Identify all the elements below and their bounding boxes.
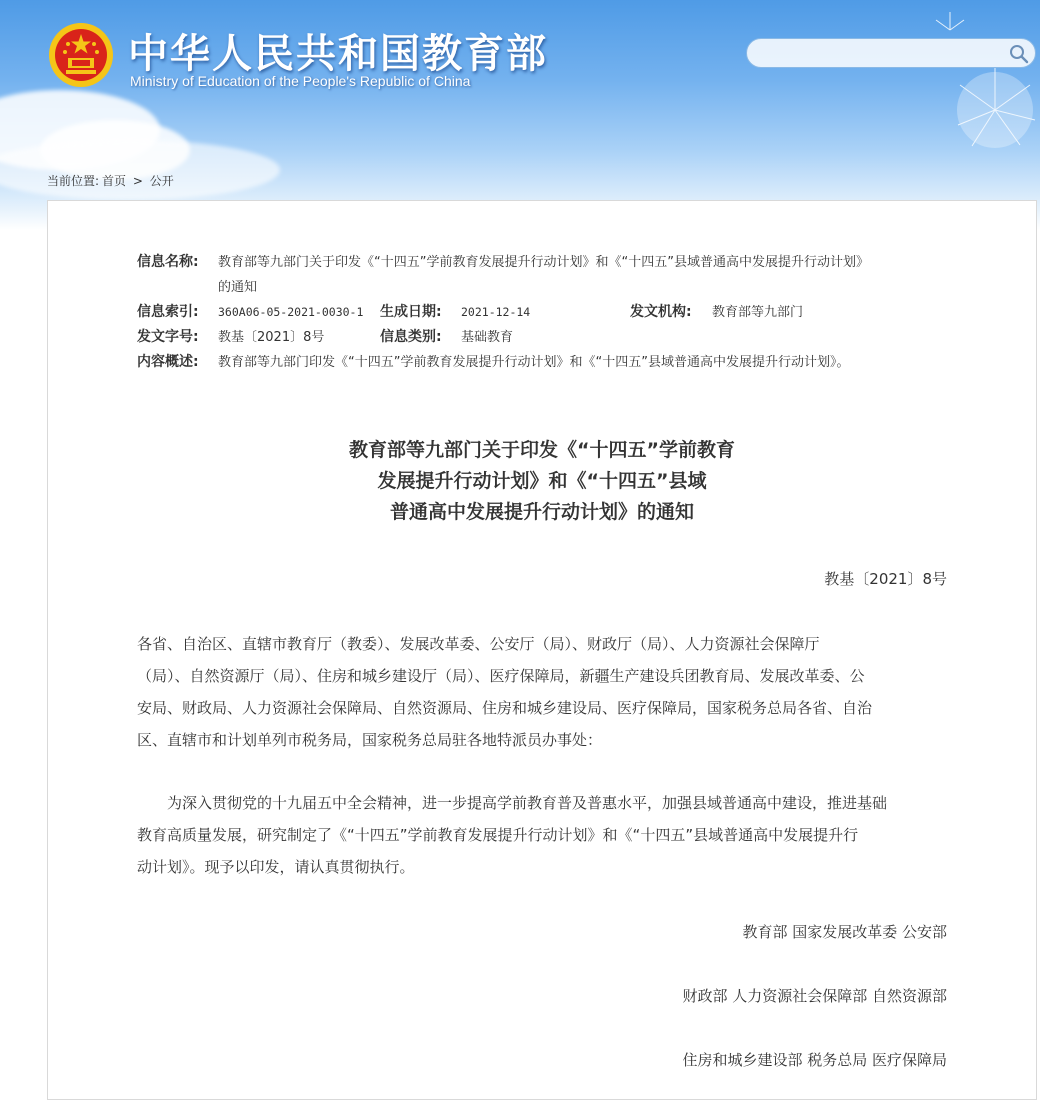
meta-index-label: 信息索引: — [137, 304, 199, 320]
breadcrumb-separator: > — [132, 174, 143, 188]
signatory-line: 教育部 国家发展改革委 公安部 — [742, 923, 947, 941]
breadcrumb-home-link[interactable]: 首页 — [102, 174, 127, 188]
breadcrumb — [47, 172, 177, 189]
meta-org-label: 发文机构: — [630, 304, 692, 320]
meta-date-label: 生成日期: — [380, 304, 442, 320]
meta-name-value: 教育部等九部门关于印发《“十四五”学前教育发展提升行动计划》和《“十四五”县域普通高中发展提升行动计划》 的通知 — [218, 255, 869, 295]
signatory-line: 住房和城乡建设部 税务总局 医疗保障局 — [682, 1051, 947, 1069]
recipients-paragraph: 各省、自治区、直辖市教育厅（教委）、发展改革委、公安厅（局）、财政厅（局）、人力资源社会保障厅 （局）、自然资源厅（局）、住房和城乡建设厅（局）、医疗保障局，新疆生产建设兵团教育局、发展改革委、公 安局、财政局、人力资源社会保障局、自然资源局、住房和城乡建设局、医疗保障局，国家税务总局各省、自治 区、直辖市和计划单列市税务局，国家税务总局驻各地特派员办事处： — [137, 635, 873, 749]
cloud-decoration — [0, 140, 280, 200]
meta-summary-value: 教育部等九部门印发《“十四五”学前教育发展提升行动计划》和《“十四五”县域普通高中发展提升行动计划》。 — [218, 355, 850, 370]
meta-category-value: 基础教育 — [461, 330, 514, 345]
breadcrumb-prefix: 当前位置: — [47, 174, 100, 188]
document-title: 教育部等九部门关于印发《“十四五”学前教育 发展提升行动计划》和《“十四五”县域 普通高中发展提升行动计划》的通知 — [349, 439, 735, 523]
national-emblem-icon — [48, 22, 114, 88]
dandelion-decoration-icon — [890, 0, 1040, 160]
meta-name-label: 信息名称: — [137, 254, 199, 270]
meta-index-value: 360A06-05-2021-0030-1 — [218, 305, 364, 319]
document-number: 教基〔2021〕8号 — [824, 570, 947, 588]
breadcrumb-current-link[interactable]: 公开 — [149, 174, 174, 188]
header-banner — [0, 0, 1040, 230]
signatory-line: 财政部 人力资源社会保障部 自然资源部 — [682, 987, 947, 1005]
body-paragraph: 为深入贯彻党的十九届五中全会精神，进一步提高学前教育普及普惠水平，加强县域普通高中建设，推进基础 教育高质量发展，研究制定了《“十四五”学前教育发展提升行动计划》和《“十四五”县域普通高中发展提升行 动计划》。现予以印发，请认真贯彻执行。 — [137, 794, 888, 876]
meta-org-value: 教育部等九部门 — [712, 305, 804, 320]
meta-docnum-value: 教基〔2021〕8号 — [218, 330, 325, 345]
meta-docnum-label: 发文字号: — [137, 329, 199, 345]
site-title[interactable]: 中华人民共和国教育部 — [128, 30, 548, 77]
meta-category-label: 信息类别: — [380, 329, 442, 345]
meta-date-value: 2021-12-14 — [461, 305, 531, 319]
meta-summary-label: 内容概述: — [137, 354, 199, 370]
site-subtitle: Ministry of Education of the People's Republic of China — [130, 73, 471, 89]
